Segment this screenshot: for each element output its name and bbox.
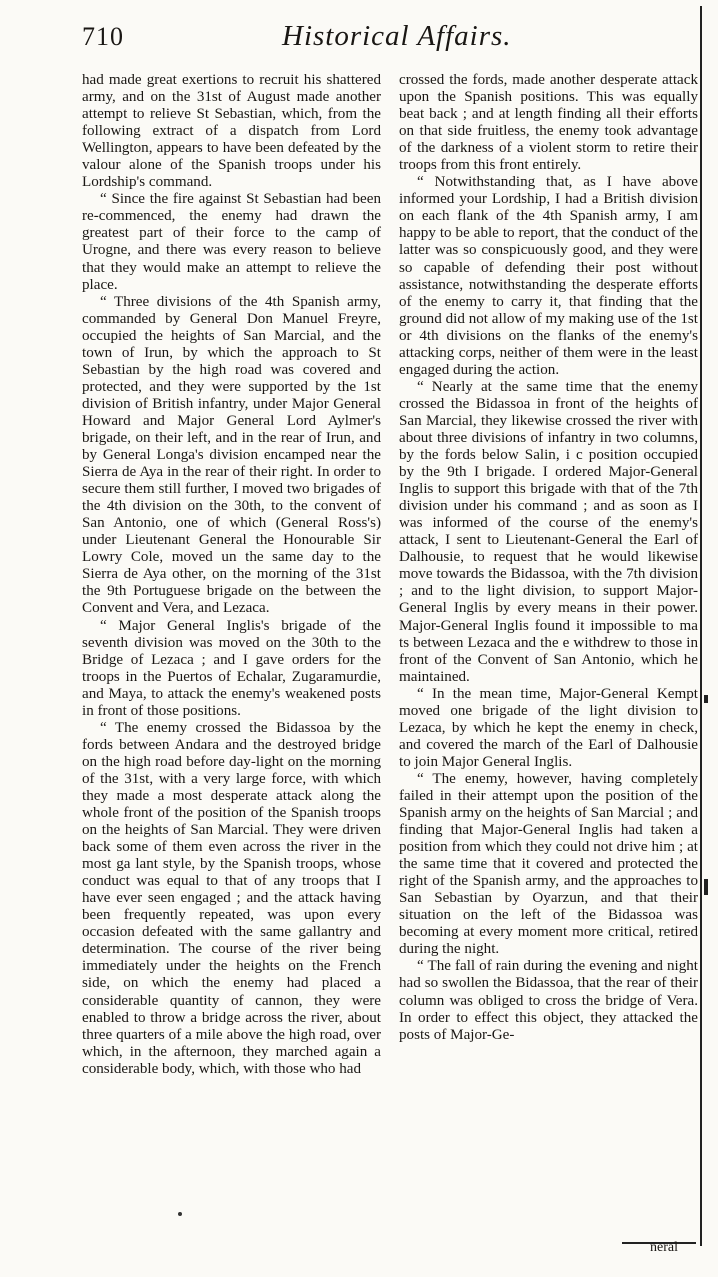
paragraph: “ Notwithstanding that, as I have above informed your Lordship, I had a British division on each flank of the 4th Spanish army, I am happy to be able to report, that the conduct of the latter was so conspicuously good, and they were so capable of defending their post without assistance, notwithstanding the desperate efforts of the enemy to carry it, that finding that the ground did not allow of my making use of the 1st or 4th divisions on the flanks of the enemy's attacking corps, neither of them were in the least engaged during the action. xyxy=(399,174,698,378)
catchword: neral xyxy=(650,1240,678,1255)
paragraph: had made great exertions to recruit his shattered army, and on the 31st of August made another attempt to relieve St Sebastian, which, from the following extract of a dispatch from Lord Wellington, appears to have been defeated by the valour alone of the Spanish troops under his Lordship's command. xyxy=(82,72,381,191)
page-number: 710 xyxy=(82,22,124,51)
paragraph: “ Nearly at the same time that the enemy crossed the Bidassoa in front of the heights of San Marcial, they likewise crossed the river with about three divisions of infantry in two columns, by the fords below Salin, i c position occupied by the 9th I brigade. I ordered Major-General Inglis to support this brigade with that of the 7th division under his command ; and as soon as I was informed of the course of the enemy's attack, I sent to Lieutenant-General the Earl of Dalhousie, to request that he would likewise move towards the Bidassoa, with the 7th division ; and to the light division, to support Major-General Inglis by every means in their power. Major-General Inglis found it impossible to ma ts between Lezaca and the e withdrew to those in front of the Convent of San Antonio, which he maintained. xyxy=(399,378,698,685)
ink-dot xyxy=(178,1212,182,1216)
left-column xyxy=(82,72,381,1078)
running-title: Historical Affairs. xyxy=(282,20,512,52)
paragraph: crossed the fords, made another desperate attack upon the Spanish positions. This was equally beat back ; and at length finding all their efforts on that side fruitless, the enemy took advantage of the darkness of a violent storm to retire their troops from this front entirely. xyxy=(399,72,698,174)
paragraph: “ The fall of rain during the evening and night had so swollen the Bidassoa, that the rear of their column was obliged to cross the bridge of Vera. In order to effect this object, they attacked the posts of Major-Ge- xyxy=(399,958,698,1043)
page-edge-rule xyxy=(700,6,702,1246)
margin-mark xyxy=(704,879,708,895)
paragraph: “ Since the fire against St Sebastian had been re-commenced, the enemy had drawn the greatest part of their force to the camp of Urogne, and there was every reason to believe that they would make an attempt to relieve the place. xyxy=(82,191,381,293)
paragraph: “ The enemy, however, having completely failed in their attempt upon the position of the Spanish army on the heights of San Marcial ; and finding that Major-General Inglis had taken a position from which they could not drive him ; at the same time that it covered and protected the right of the Spanish army, and the approaches to San Sebastian by Oyarzun, and that their situation on the left of the Bidassoa was becoming at every moment more critical, retired during the night. xyxy=(399,770,698,958)
paragraph: “ Major General Inglis's brigade of the seventh division was moved on the 30th to the Bridge of Lezaca ; and I gave orders for the troops in the Puertos of Echalar, Zugaramurdie, and Maya, to attack the enemy's weakened posts in front of those positions. xyxy=(82,617,381,719)
paragraph: “ In the mean time, Major-General Kempt moved one brigade of the light division to Lezaca, by which he kept the enemy in check, and covered the march of the Earl of Dalhousie to join Major General Inglis. xyxy=(399,685,698,770)
page-header xyxy=(82,16,702,68)
margin-mark xyxy=(704,695,708,703)
right-column xyxy=(399,72,698,1044)
paragraph: “ The enemy crossed the Bidassoa by the fords between Andara and the destroyed bridge on the high road before day-light on the morning of the 31st, with a very large force, with which they made a most desperate attack along the whole front of the position of the Spanish troops on the heights of San Marcial. They were driven back some of them even across the river in the most ga lant style, by the Spanish troops, whose conduct was equal to that of any troops that I have ever seen engaged ; and the attack having been frequently repeated, was upon every occasion defeated with the same gallantry and determination. The course of the river being immediately under the heights on the French side, on which the enemy had placed a considerable quantity of cannon, they were enabled to throw a bridge across the river, about three quarters of a mile above the high road, over which, in the afternoon, they marched again a considerable body, which, with those who had xyxy=(82,719,381,1077)
paragraph: “ Three divisions of the 4th Spanish army, commanded by General Don Manuel Freyre, occupied the heights of San Marcial, and the town of Irun, by which the approach to St Sebastian by the high road was covered and protected, and they were supported by the 1st division of British infantry, under Major General Howard and Major General Lord Aylmer's brigade, on their left, and in the rear of Irun, and by General Longa's division encamped near the Sierra de Aya in the rear of their right. In order to secure them still further, I moved two brigades of the 4th division on the 30th, to the convent of San Antonio, one of which (General Ross's) under Lieutenant General the Honourable Sir Lowry Cole, moved un the same day to the Sierra de Aya other, on the morning of the 31st the 9th Portuguese brigade on the between the Convent and Vera, and Lezaca. xyxy=(82,293,381,617)
